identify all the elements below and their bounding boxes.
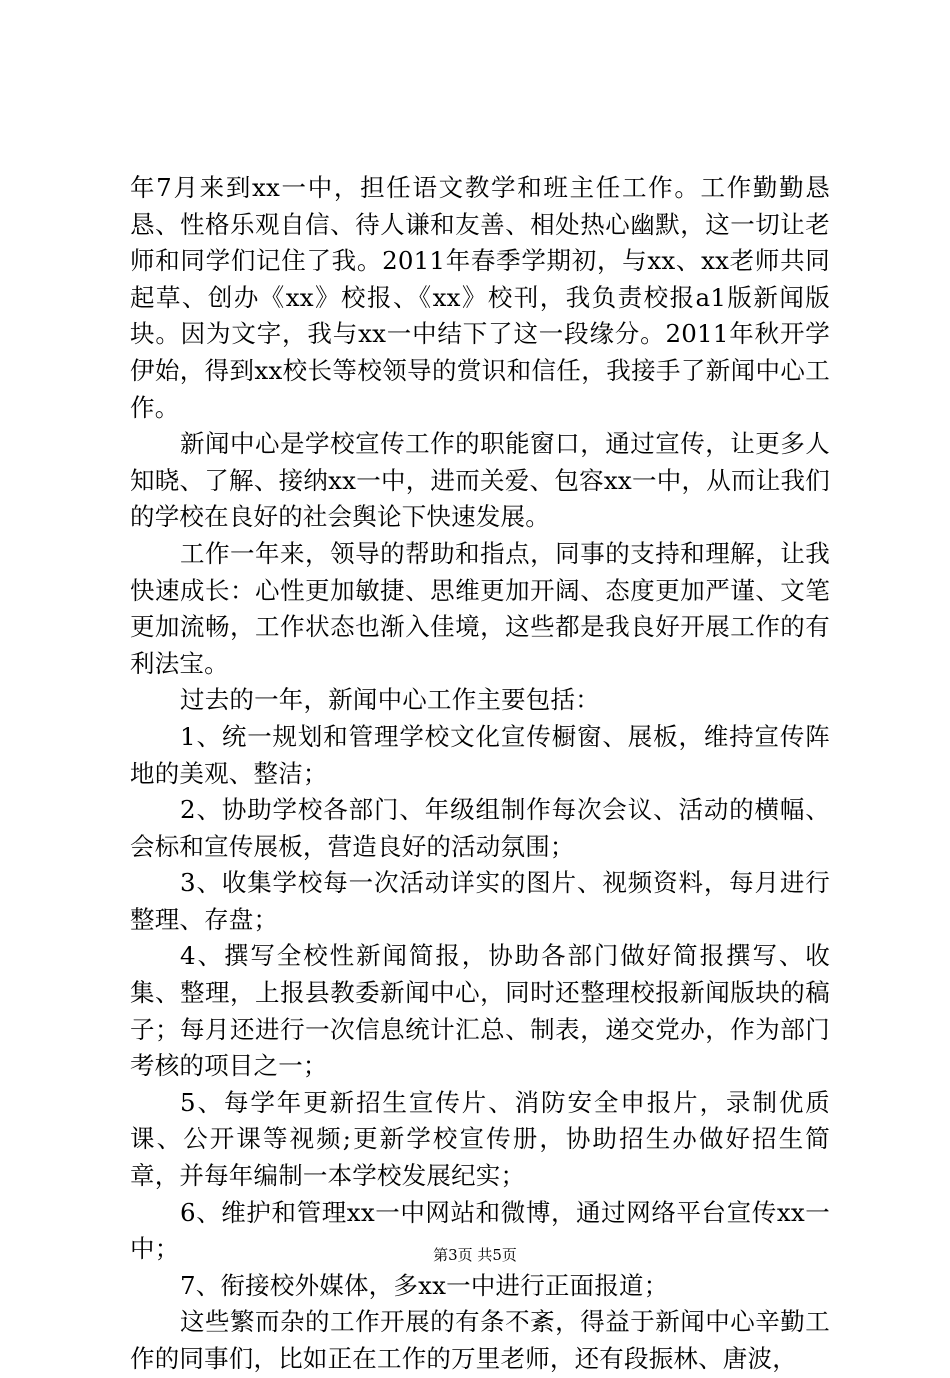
list-item-3: 3、收集学校每一次活动详实的图片、视频资料，每月进行整理、存盘； xyxy=(130,868,830,934)
list-item-2: 2、协助学校各部门、年级组制作每次会议、活动的横幅、会标和宣传展板，营造良好的活动氛围； xyxy=(130,795,830,861)
list-item-4: 4、撰写全校性新闻简报，协助各部门做好简报撰写、收集、整理，上报县教委新闻中心，同时还整理校报新闻版块的稿子；每月还进行一次信息统计汇总、制表，递交党办，作为部门考核的项目之一； xyxy=(130,941,830,1081)
paragraph-1: 年7月来到xx一中，担任语文教学和班主任工作。工作勤勤恳恳、性格乐观自信、待人谦和友善、相处热心幽默，这一切让老师和同学们记住了我。2011年春季学期初，与xx、xx老师共同起草、创办《xx》校报、《xx》校刊，我负责校报a1版新闻版块。因为文字，我与xx一中结下了这一段缘分。2011年秋开学伊始，得到xx校长等校领导的赏识和信任，我接手了新闻中心工作。 xyxy=(130,173,830,422)
list-item-7: 7、衔接校外媒体，多xx一中进行正面报道； xyxy=(180,1270,669,1300)
paragraph-3: 工作一年来，领导的帮助和指点，同事的支持和理解，让我快速成长：心性更加敏捷、思维更加开阔、态度更加严谨、文笔更加流畅，工作状态也渐入佳境，这些都是我良好开展工作的有利法宝。 xyxy=(130,538,830,678)
paragraph-2: 新闻中心是学校宣传工作的职能窗口，通过宣传，让更多人知晓、了解、接纳xx一中，进而关爱、包容xx一中，从而让我们的学校在良好的社会舆论下快速发展。 xyxy=(130,429,830,532)
page-number-label: 第3页 共5页 xyxy=(433,1246,517,1264)
page-footer xyxy=(0,1245,950,1265)
paragraph-4: 过去的一年，新闻中心工作主要包括： xyxy=(180,685,600,715)
document-body xyxy=(130,170,830,1378)
list-item-6: 6、维护和管理xx一中网站和微博，通过网络平台宣传xx一中； xyxy=(130,1197,830,1264)
paragraph-last: 这些繁而杂的工作开展的有条不紊，得益于新闻中心辛勤工作的同事们，比如正在工作的万里老师，还有段振林、唐波， xyxy=(130,1307,830,1373)
list-item-5: 5、每学年更新招生宣传片、消防安全申报片，录制优质课、公开课等视频;更新学校宣传册，协助招生办做好招生简章，并每年编制一本学校发展纪实； xyxy=(130,1087,830,1191)
list-item-1: 1、统一规划和管理学校文化宣传橱窗、展板，维持宣传阵地的美观、整洁； xyxy=(130,721,830,788)
